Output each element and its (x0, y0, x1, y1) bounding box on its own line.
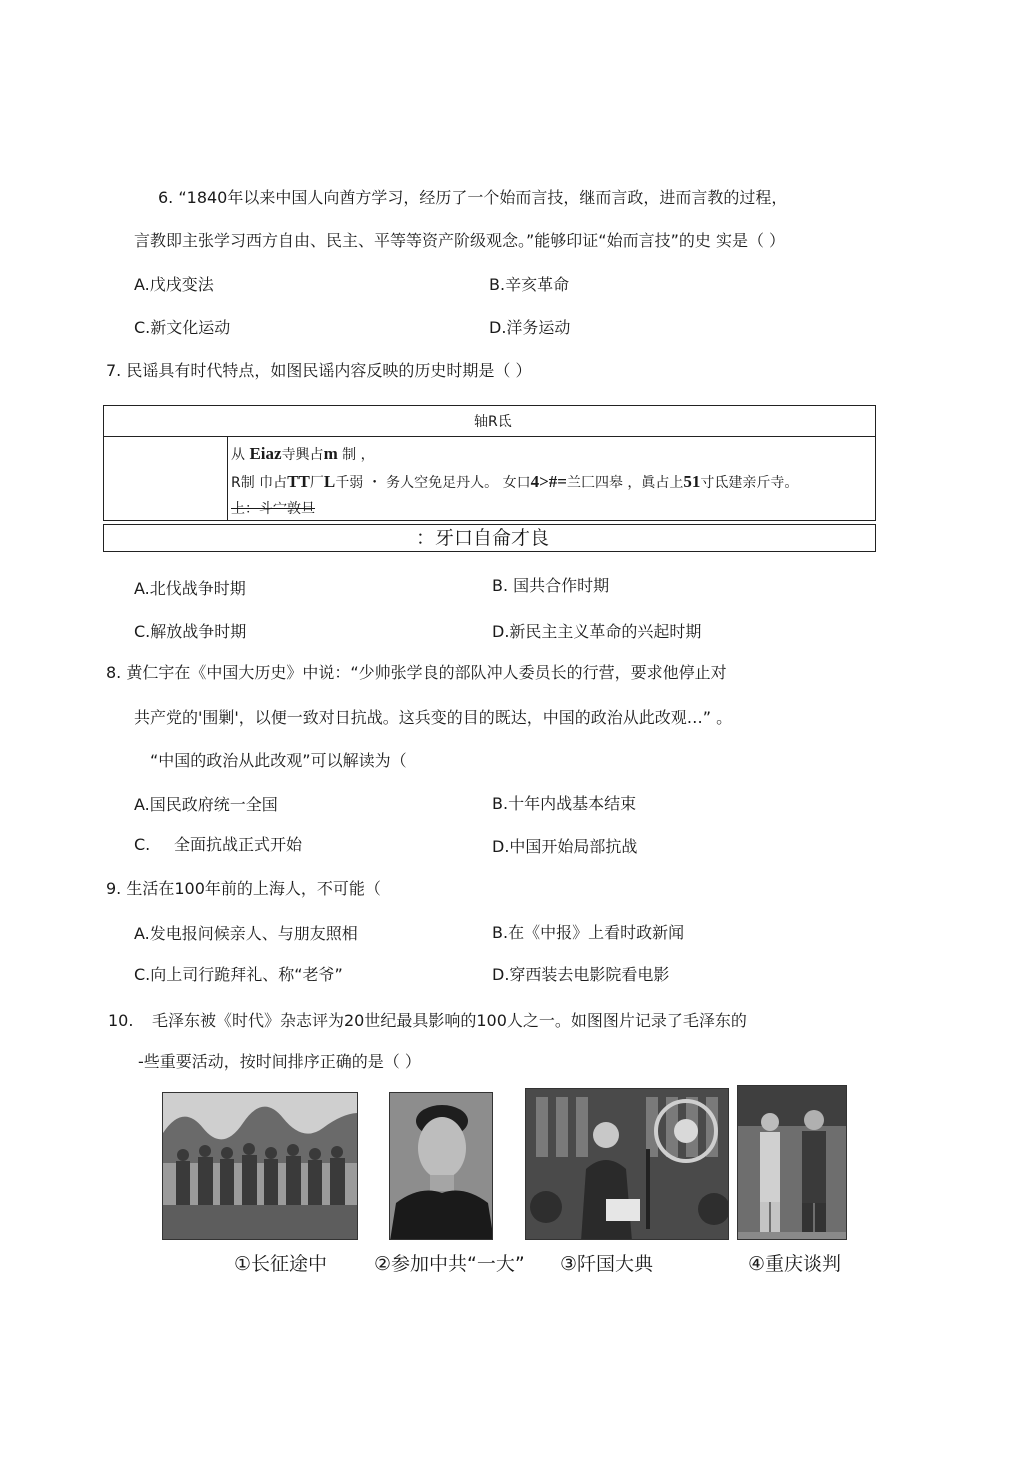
q6-option-b: B.辛亥革命 (489, 275, 570, 294)
folk-rhyme-footer-box (103, 524, 876, 552)
photo-founding-ceremony (525, 1088, 729, 1240)
q8-option-b: B.十年内战基本结束 (492, 794, 637, 813)
q9-option-b: B.在《中报》上看时政新闻 (492, 923, 685, 942)
q6-option-c: C.新文化运动 (134, 318, 231, 337)
folk-rhyme-header: 轴R氐 (474, 414, 512, 430)
folk-rhyme-footer: ：牙口自侖才良 (416, 527, 550, 549)
q6-option-a: A.戊戌变法 (134, 275, 214, 294)
q10-stem-line1: 毛泽东被《时代》杂志评为20世纪最具影响的100人之一。如图图片记录了毛泽东的 (152, 1011, 747, 1030)
q9-option-c: C.向上司行跪拜礼、称“老爷” (134, 965, 343, 984)
q6-option-d: D.洋务运动 (489, 318, 571, 337)
q8-option-c: 全面抗战正式开始 (174, 835, 303, 854)
q9-option-a: A.发电报问候亲人、与朋友照相 (134, 924, 358, 943)
folk-rhyme-line1: 从 Eiaz寺興占m 制 ， (231, 444, 375, 463)
q9-option-d: D.穿西装去电影院看电影 (492, 965, 670, 984)
folk-rhyme-table (103, 405, 876, 521)
q6-stem-line2: 言教即主张学习西方自由、民主、平等等资产阶级观念。”能够印证“始而言技”的史 实是（ ） (134, 231, 786, 250)
q8-stem-line3: “中国的政治从此改观”可以解读为（ (150, 751, 407, 770)
q8-option-d: D.中国开始局部抗战 (492, 837, 638, 856)
q7-option-c: C.解放战争时期 (134, 622, 247, 641)
caption-4: ④重庆谈判 (748, 1253, 842, 1275)
q7-option-d: D.新民主主义革命的兴起时期 (492, 622, 702, 641)
photo-chongqing-negotiation (737, 1085, 847, 1240)
folk-rhyme-header-row (104, 406, 875, 437)
q8-option-c-label: C. (134, 835, 151, 854)
caption-1: ①长征途中 (234, 1253, 328, 1275)
q10-stem-line2: -些重要活动，按时间排序正确的是（ ） (138, 1052, 421, 1071)
folk-rhyme-line2: R制 巾占TT厂L千弱 ・ 务人空免足丹人。 女口4>#=兰匚四皋 ，眞占上51寸氐建亲斤寺。 (231, 472, 799, 491)
q10-number: 10. (108, 1011, 134, 1030)
q6-stem-line1: 6. “1840年以来中国人向酋方学习，经历了一个始而言技，继而言政，进而言教的过程， (158, 188, 788, 207)
caption-2: ②参加中共“一大” (374, 1253, 525, 1275)
q8-stem-line2: 共产党的'围剿'，以便一致对日抗战。这兵变的目的既达，中国的政治从此改观…” 。 (134, 708, 733, 727)
q8-option-a: A.国民政府统一全国 (134, 795, 278, 814)
q7-option-b: B. 国共合作时期 (492, 576, 610, 595)
photo-long-march (162, 1092, 358, 1240)
q8-stem-line1: 8. 黄仁宇在《中国大历史》中说：“少帅张学良的部队冲人委员长的行营，要求他停止对 (106, 663, 727, 682)
q7-stem: 7. 民谣具有时代特点，如图民谣内容反映的历史时期是（ ） (106, 361, 532, 380)
photo-portrait (389, 1092, 493, 1240)
table-divider (227, 436, 228, 520)
caption-3: ③阡国大典 (560, 1253, 654, 1275)
q9-stem: 9. 生活在100年前的上海人，不可能（ (106, 879, 381, 898)
folk-rhyme-line3: 上：斗宀敦旦 (231, 501, 315, 517)
q7-option-a: A.北伐战争时期 (134, 579, 246, 598)
